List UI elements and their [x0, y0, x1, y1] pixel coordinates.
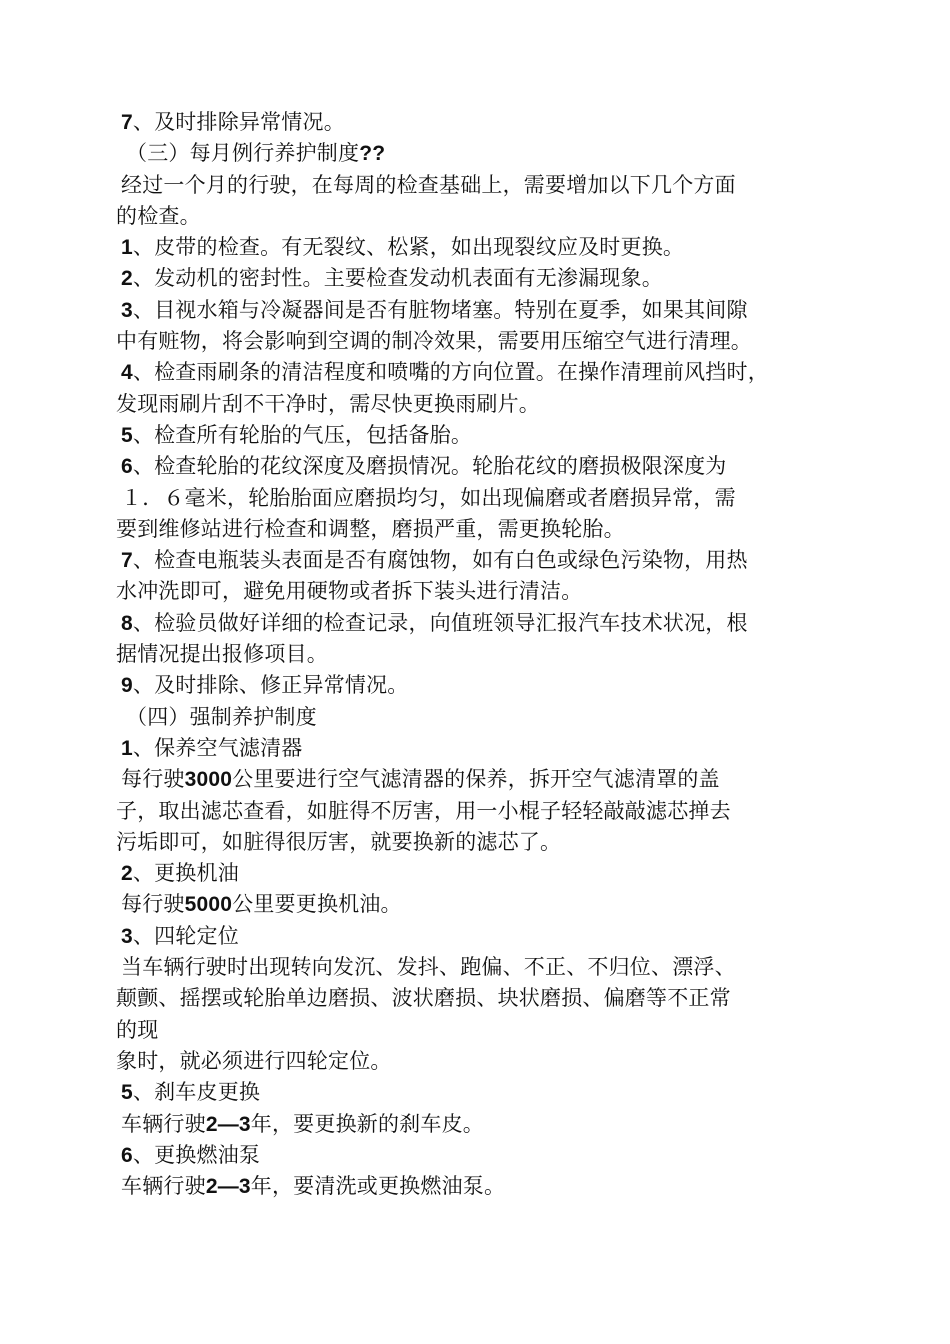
line-prefix: 车辆行驶 [121, 1174, 206, 1199]
item-text: 、目视水箱与冷凝器间是否有脏物堵塞。特别在夏季，如果其间隙 [132, 297, 748, 322]
list-item [116, 1140, 876, 1171]
bold-figure: 2—3 [205, 1175, 251, 1199]
line-text: 据情况提出报修项目。 [116, 642, 328, 667]
paragraph-line [116, 1171, 876, 1202]
paragraph-line [116, 201, 876, 232]
item-number: 7 [121, 549, 133, 573]
paragraph-line [116, 983, 876, 1014]
item-text: 、保养空气滤清器 [132, 735, 303, 760]
paragraph-line [116, 389, 876, 420]
list-item [116, 670, 876, 701]
list-item [116, 608, 876, 639]
line-prefix: 每行驶 [121, 892, 185, 917]
list-item [116, 263, 876, 294]
list-item [116, 1077, 876, 1108]
item-text: 、检查雨刷条的清洁程度和喷嘴的方向位置。在操作清理前风挡时， [132, 360, 769, 385]
line-text: 要到维修站进行检查和调整，磨损严重，需更换轮胎。 [116, 516, 625, 541]
paragraph-line [116, 639, 876, 670]
line-text: 中有赃物，将会影响到空调的制冷效果，需要用压缩空气进行清理。 [116, 329, 752, 354]
list-item [116, 107, 876, 138]
item-text: 、更换机油 [132, 861, 239, 886]
bold-figure: 2—3 [205, 1112, 251, 1136]
line-text: 发现雨刷片刮不干净时，需尽快更换雨刷片。 [116, 391, 540, 416]
item-text: 、检查所有轮胎的气压，包括备胎。 [132, 422, 473, 447]
item-number: 5 [121, 423, 133, 447]
paragraph-line [116, 1046, 876, 1077]
item-number: 5 [121, 1081, 133, 1105]
paragraph-line [116, 1109, 876, 1140]
heading-marks: ?? [359, 142, 386, 166]
paragraph-line [116, 514, 876, 545]
line-text: １．６毫米，轮胎胎面应磨损均匀，如出现偏磨或者磨损异常，需 [121, 485, 736, 510]
list-item [116, 733, 876, 764]
item-text: 、发动机的密封性。主要检查发动机表面有无渗漏现象。 [132, 266, 663, 291]
item-number: 3 [121, 924, 133, 948]
item-number: 1 [121, 236, 133, 260]
item-number: 2 [121, 862, 133, 886]
item-number: 7 [121, 111, 133, 134]
item-text: 、检验员做好详细的检查记录，向值班领导汇报汽车技术状况，根 [132, 610, 748, 635]
line-text: 颠颤、摇摆或轮胎单边磨损、波状磨损、块状磨损、偏磨等不正常 [116, 986, 731, 1011]
item-text: 、皮带的检查。有无裂纹、松紧，如出现裂纹应及时更换。 [132, 235, 685, 260]
line-text: 子，取出滤芯查看，如脏得不厉害，用一小棍子轻轻敲敲滤芯掸去 [116, 798, 731, 823]
document-body [116, 107, 876, 1202]
bold-figure: 5000 [184, 893, 233, 917]
list-item [116, 295, 876, 326]
paragraph-line [116, 170, 876, 201]
list-item [116, 420, 876, 451]
item-number: 6 [121, 1143, 133, 1167]
item-text: 、检查轮胎的花纹深度及磨损情况。轮胎花纹的磨损极限深度为 [132, 454, 727, 479]
paragraph-line [116, 1015, 876, 1046]
paragraph-line [116, 483, 876, 514]
line-prefix: 车辆行驶 [121, 1111, 206, 1136]
item-text: 、检查电瓶装头表面是否有腐蚀物，如有白色或绿色污染物，用热 [132, 548, 748, 573]
line-text: 公里要进行空气滤清器的保养，拆开空气滤清罩的盖 [232, 767, 720, 792]
item-text: 、刹车皮更换 [132, 1080, 261, 1105]
bold-figure: 3000 [184, 768, 233, 792]
item-number: 2 [121, 267, 133, 291]
list-item [116, 451, 876, 482]
list-item [116, 232, 876, 263]
line-text: 年，要清洗或更换燃油泵。 [250, 1174, 506, 1199]
heading-text: （四）强制养护制度 [126, 704, 317, 729]
line-text: 的检查。 [116, 203, 201, 228]
item-number: 8 [121, 611, 133, 635]
paragraph-line [116, 889, 876, 920]
line-text: 经过一个月的行驶，在每周的检查基础上，需要增加以下几个方面 [121, 172, 736, 197]
list-item [116, 545, 876, 576]
list-item [116, 357, 876, 388]
paragraph-line [116, 952, 876, 983]
section-heading [116, 702, 876, 733]
line-prefix: 每行驶 [121, 767, 185, 792]
line-text: 水冲洗即可，避免用硬物或者拆下装头进行清洁。 [116, 579, 583, 604]
line-text: 当车辆行驶时出现转向发沉、发抖、跑偏、不正、不归位、漂浮、 [121, 955, 736, 980]
list-item [116, 858, 876, 889]
paragraph-line [116, 827, 876, 858]
item-text: 、及时排除、修正异常情况。 [132, 673, 409, 698]
item-number: 6 [121, 455, 133, 479]
paragraph-line [116, 576, 876, 607]
line-text: 的现 [116, 1017, 159, 1042]
line-text: 年，要更换新的刹车皮。 [250, 1111, 484, 1136]
item-number: 3 [121, 298, 133, 322]
item-text: 、四轮定位 [132, 923, 239, 948]
paragraph-line [116, 796, 876, 827]
line-text: 象时，就必须进行四轮定位。 [116, 1048, 392, 1073]
heading-text: （三）每月例行养护制度 [126, 141, 360, 166]
item-text: 、更换燃油泵 [132, 1142, 261, 1167]
section-heading [116, 138, 876, 169]
paragraph-line [116, 326, 876, 357]
item-number: 4 [121, 361, 133, 385]
list-item [116, 921, 876, 952]
item-text: 、及时排除异常情况。 [132, 110, 345, 134]
item-number: 9 [121, 674, 133, 698]
item-number: 1 [121, 736, 133, 760]
line-text: 公里要更换机油。 [232, 892, 402, 917]
paragraph-line [116, 764, 876, 795]
line-text: 污垢即可，如脏得很厉害，就要换新的滤芯了。 [116, 829, 562, 854]
